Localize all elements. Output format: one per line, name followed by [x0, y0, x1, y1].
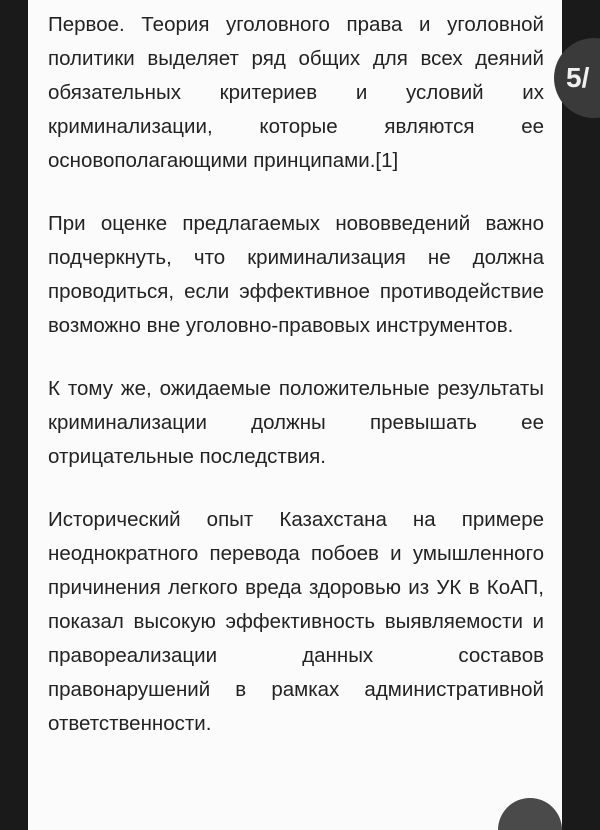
paragraph-3: К тому же, ожидаемые положительные результаты криминализации должны превышать ее отрицательные последствия.: [48, 377, 544, 468]
paragraph-4: Исторический опыт Казахстана на примере неоднократного перевода побоев и умышленного причинения легкого вреда здоровью из УК в КоАП, показал высокую эффективность выявляемости и правореализации данных составов правонарушений в рамках административной ответственности.: [48, 508, 544, 735]
paragraph-1: Первое. Теория уголовного права и уголовной политики выделяет ряд общих для всех деяний обязательных критериев и условий их криминализации, которые являются ее основополагающими принципами.[1]: [48, 13, 544, 172]
document-page: [28, 0, 562, 830]
document-body: [48, 8, 544, 741]
paragraph-2: При оценке предлагаемых нововведений важно подчеркнуть, что криминализация не должна проводиться, если эффективное противодействие возможно вне уголовно-правовых инструментов.: [48, 212, 544, 337]
floating-action-button[interactable]: [498, 798, 562, 830]
page-indicator-badge: 5/: [554, 38, 600, 118]
